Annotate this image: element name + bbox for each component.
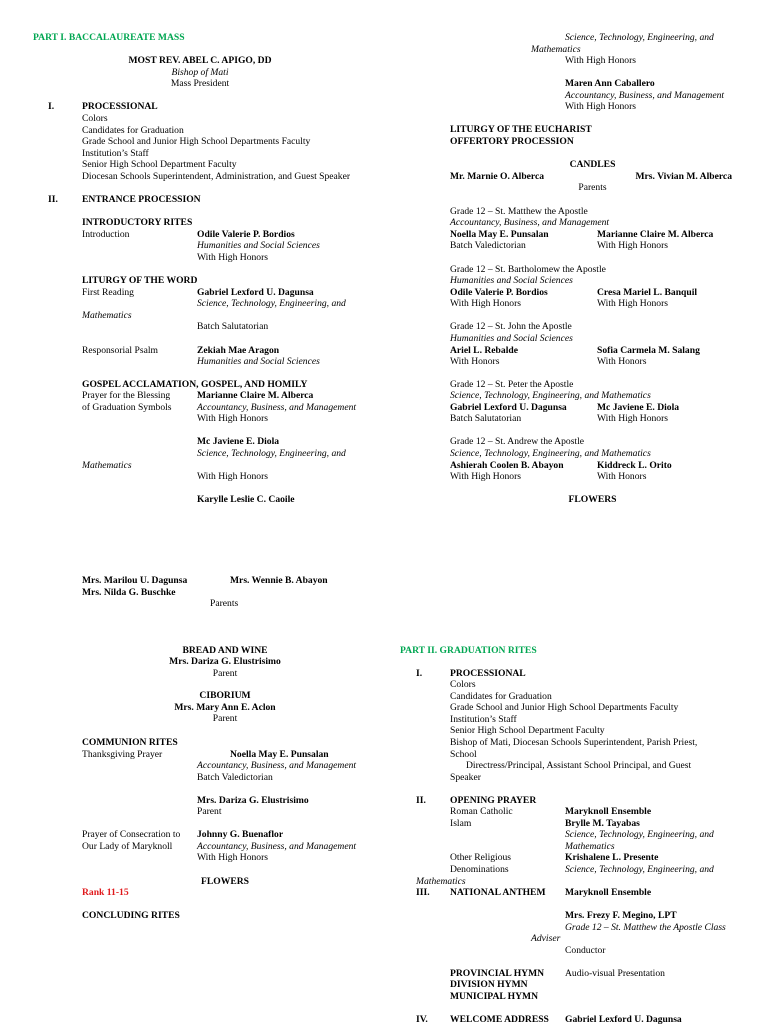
participant-name: Sofia Carmela M. Salang (597, 345, 700, 356)
presider-name: MOST REV. ABEL C. APIGO, DD (128, 55, 272, 66)
role-label: Other Religious (450, 852, 512, 863)
participant-honor: With High Honors (597, 298, 669, 309)
hymn-presentation: Audio-visual Presentation (565, 968, 665, 979)
participant-name: Gabriel Lexford U. Dagunsa (565, 1014, 682, 1025)
parent-name: Mrs. Mary Ann E. Aclon (174, 702, 276, 713)
grade-section: Grade 12 – St. John the Apostle (450, 321, 572, 332)
participant-strand: Accountancy, Business, and Management (197, 841, 357, 852)
flowers-heading: FLOWERS (568, 494, 617, 505)
participant-strand: Science, Technology, Engineering, and (197, 448, 346, 459)
participant-strand: Mathematics (82, 460, 132, 471)
section-number: III. (416, 887, 430, 898)
participant-honor: With High Honors (565, 101, 637, 112)
role-label: Prayer of Consecration to (82, 829, 181, 840)
participant-honor: With High Honors (597, 240, 669, 251)
division-hymn-heading: DIVISION HYMN (450, 979, 528, 990)
participant-name: Brylle M. Tayabas (565, 818, 640, 829)
participant-strand: Mathematics (416, 876, 466, 887)
participant-name: Maryknoll Ensemble (565, 806, 652, 817)
candles-heading: CANDLES (569, 159, 616, 170)
processional-item: Colors (450, 679, 476, 690)
participant-name: Marianne Claire M. Alberca (597, 229, 714, 240)
participant-name: Noella May E. Punsalan (450, 229, 549, 240)
participant-name: Odile Valerie P. Bordios (197, 229, 295, 240)
section-number: IV. (416, 1014, 428, 1025)
parent-label: Parent (212, 713, 238, 724)
presider-role: Mass President (170, 78, 230, 89)
ciborium-heading: CIBORIUM (199, 690, 251, 701)
parent-name: Mrs. Dariza G. Elustrisimo (197, 795, 309, 806)
participant-honor: With High Honors (450, 471, 522, 482)
processional-item: Candidates for Graduation (450, 691, 552, 702)
parents-label: Parents (210, 598, 239, 609)
role-label: Roman Catholic (450, 806, 513, 817)
introductory-heading: INTRODUCTORY RITES (82, 217, 193, 228)
participant-strand: Science, Technology, Engineering, and (565, 829, 714, 840)
participant-honor: With Honors (597, 471, 647, 482)
participant-honor: With Honors (450, 356, 500, 367)
participant-strand: Mathematics (531, 44, 581, 55)
processional-heading: PROCESSIONAL (450, 668, 526, 679)
processional-item: Grade School and Junior High School Departments Faculty (450, 702, 679, 713)
participant-honor: Batch Salutatorian (197, 321, 269, 332)
participant-honor: Batch Valedictorian (197, 772, 273, 783)
parent-label: Parent (197, 806, 222, 817)
parents-label: Parents (578, 182, 607, 193)
participant-honor: With High Honors (597, 413, 669, 424)
participant-honor: With High Honors (197, 471, 269, 482)
participant-honor: With High Honors (450, 298, 522, 309)
participant-name: Karylle Leslie C. Caoile (197, 494, 295, 505)
processional-item: Candidates for Graduation (82, 125, 184, 136)
role-label: Islam (450, 818, 472, 829)
grade-section: Grade 12 – St. Andrew the Apostle (450, 436, 585, 447)
role-label: Our Lady of Maryknoll (82, 841, 173, 852)
grade-strand: Accountancy, Business, and Management (450, 217, 610, 228)
part-one-title: PART I. BACCALAUREATE MASS (33, 32, 185, 43)
parent-name: Mrs. Vivian M. Alberca (635, 171, 732, 182)
participant-honor: With High Honors (565, 55, 637, 66)
entrance-heading: ENTRANCE PROCESSION (82, 194, 201, 205)
welcome-address-heading: WELCOME ADDRESS (450, 1014, 549, 1025)
provincial-hymn-heading: PROVINCIAL HYMN (450, 968, 545, 979)
participant-name: Ariel L. Rebalde (450, 345, 518, 356)
parent-name: Mr. Marnie O. Alberca (450, 171, 545, 182)
gospel-heading: GOSPEL ACCLAMATION, GOSPEL, AND HOMILY (82, 379, 308, 390)
processional-item: Grade School and Junior High School Departments Faculty (82, 136, 311, 147)
section-number: II. (416, 795, 426, 806)
parent-name: Mrs. Marilou U. Dagunsa (82, 575, 188, 586)
participant-strand: Humanities and Social Sciences (197, 240, 320, 251)
participant-honor: With High Honors (197, 413, 269, 424)
processional-item: Speaker (450, 772, 481, 783)
grade-section: Grade 12 – St. Matthew the Apostle (450, 206, 588, 217)
participant-honor: With Honors (597, 356, 647, 367)
participant-strand: Mathematics (565, 841, 615, 852)
participant-name: Marianne Claire M. Alberca (197, 390, 314, 401)
processional-item: School (450, 749, 477, 760)
participant-name: Krishalene L. Presente (565, 852, 659, 863)
participant-name: Cresa Mariel L. Banquil (597, 287, 698, 298)
participant-name: Maren Ann Caballero (565, 78, 655, 89)
municipal-hymn-heading: MUNICIPAL HYMN (450, 991, 539, 1002)
participant-strand: Mathematics (82, 310, 132, 321)
section-number: II. (48, 194, 58, 205)
participant-name: Gabriel Lexford U. Dagunsa (450, 402, 567, 413)
role-label: Prayer for the Blessing (82, 390, 171, 401)
grade-strand: Science, Technology, Engineering, and Mathematics (450, 390, 651, 401)
processional-item: Directress/Principal, Assistant School Principal, and Guest (466, 760, 692, 771)
participant-strand: Science, Technology, Engineering, and (197, 298, 346, 309)
participant-name: Mc Javiene E. Diola (197, 436, 280, 447)
presider-title: Bishop of Mati (171, 67, 229, 78)
parent-name: Mrs. Dariza G. Elustrisimo (169, 656, 281, 667)
participant-name: Maryknoll Ensemble (565, 887, 652, 898)
participant-name: Kiddreck L. Orito (597, 460, 672, 471)
participant-honor: With High Honors (197, 252, 269, 263)
role-label: Introduction (82, 229, 130, 240)
participant-strand: Accountancy, Business, and Management (197, 760, 357, 771)
processional-item: Institution’s Staff (82, 148, 149, 159)
role-label: Responsorial Psalm (82, 345, 158, 356)
participant-name: Odile Valerie P. Bordios (450, 287, 548, 298)
section-number: I. (416, 668, 423, 679)
participant-name: Gabriel Lexford U. Dagunsa (197, 287, 314, 298)
participant-role: Conductor (565, 945, 606, 956)
participant-name: Mrs. Frezy F. Megino, LPT (565, 910, 677, 921)
participant-strand: Accountancy, Business, and Management (197, 402, 357, 413)
role-label: of Graduation Symbols (82, 402, 172, 413)
processional-heading: PROCESSIONAL (82, 101, 158, 112)
participant-name: Ashierah Coolen B. Abayon (450, 460, 564, 471)
section-number: I. (48, 101, 55, 112)
grade-section: Grade 12 – St. Peter the Apostle (450, 379, 574, 390)
grade-strand: Humanities and Social Sciences (450, 275, 573, 286)
parent-label: Parent (212, 668, 238, 679)
participant-name: Noella May E. Punsalan (230, 749, 329, 760)
offertory-heading: OFFERTORY PROCESSION (450, 136, 574, 147)
parent-name: Mrs. Wennie B. Abayon (230, 575, 328, 586)
bread-heading: BREAD AND WINE (182, 645, 268, 656)
participant-strand: Science, Technology, Engineering, and (565, 32, 714, 43)
communion-heading: COMMUNION RITES (82, 737, 178, 748)
grade-section: Grade 12 – St. Bartholomew the Apostle (450, 264, 606, 275)
processional-item: Colors (82, 113, 108, 124)
participant-name: Johnny G. Buenaflor (197, 829, 284, 840)
parent-name: Mrs. Nilda G. Buschke (82, 587, 176, 598)
participant-name: Mc Javiene E. Diola (597, 402, 680, 413)
participant-role: Adviser (531, 933, 561, 944)
processional-item: Senior High School Department Faculty (450, 725, 605, 736)
processional-item: Senior High School Department Faculty (82, 159, 237, 170)
word-heading: LITURGY OF THE WORD (82, 275, 198, 286)
processional-item: Diocesan Schools Superintendent, Administration, and Guest Speaker (82, 171, 351, 182)
flowers-heading: FLOWERS (201, 876, 249, 887)
grade-strand: Science, Technology, Engineering, and Mathematics (450, 448, 651, 459)
anthem-heading: NATIONAL ANTHEM (450, 887, 546, 898)
role-label: Thanksgiving Prayer (82, 749, 163, 760)
role-label: Denominations (450, 864, 509, 875)
participant-strand: Accountancy, Business, and Management (565, 90, 725, 101)
participant-strand: Humanities and Social Sciences (197, 356, 320, 367)
grade-strand: Humanities and Social Sciences (450, 333, 573, 344)
processional-item: Bishop of Mati, Diocesan Schools Superintendent, Parish Priest, (450, 737, 698, 748)
rank-label: Rank 11-15 (82, 887, 129, 898)
part-two-title: PART II. GRADUATION RITES (400, 645, 537, 656)
opening-prayer-heading: OPENING PRAYER (450, 795, 537, 806)
concluding-heading: CONCLUDING RITES (82, 910, 180, 921)
participant-honor: Batch Valedictorian (450, 240, 526, 251)
participant-role: Grade 12 – St. Matthew the Apostle Class (565, 922, 726, 933)
participant-strand: Science, Technology, Engineering, and (565, 864, 714, 875)
participant-honor: Batch Salutatorian (450, 413, 522, 424)
participant-name: Zekiah Mae Aragon (197, 345, 280, 356)
participant-honor: With High Honors (197, 852, 269, 863)
eucharist-heading: LITURGY OF THE EUCHARIST (450, 124, 592, 135)
processional-item: Institution’s Staff (450, 714, 517, 725)
role-label: First Reading (82, 287, 134, 298)
